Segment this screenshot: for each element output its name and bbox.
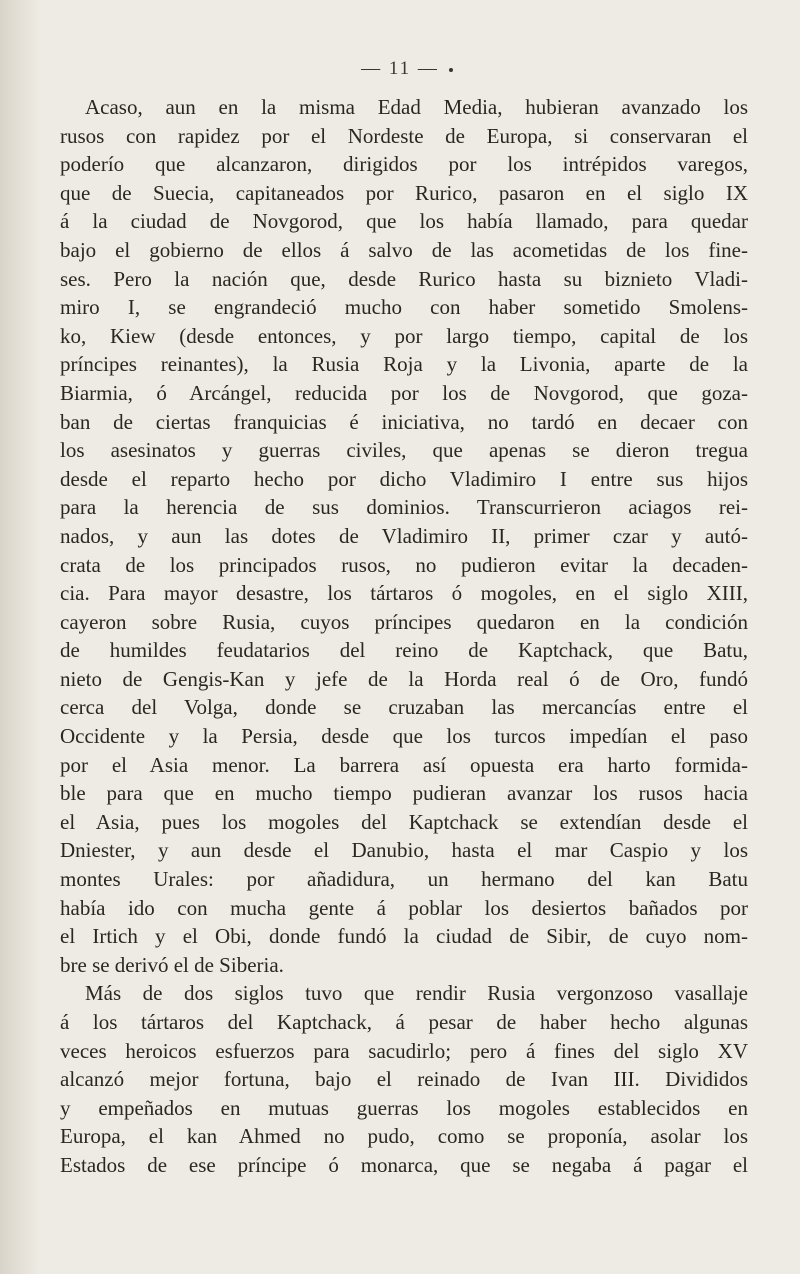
- text-line: Biarmia, ó Arcángel, reducida por los de Novgorod, que goza-: [60, 380, 748, 405]
- text-line: ban de ciertas franquicias é iniciativa, no tardó en decaer con: [60, 409, 748, 434]
- text-line: desde el reparto hecho por dicho Vladimiro I entre sus hijos: [60, 466, 748, 491]
- text-line: nieto de Gengis-Kan y jefe de la Horda real ó de Oro, fundó: [60, 666, 748, 691]
- text-line: veces heroicos esfuerzos para sacudirlo; pero á fines del siglo XV: [60, 1038, 748, 1063]
- page-edge-shadow: [0, 0, 40, 1274]
- text-line: que de Suecia, capitaneados por Rurico, pasaron en el siglo IX: [60, 180, 748, 205]
- text-line: poderío que alcanzaron, dirigidos por los intrépidos varegos,: [60, 152, 748, 177]
- text-line: nados, y aun las dotes de Vladimiro II, primer czar y autó-: [60, 523, 748, 548]
- text-line: había ido con mucha gente á poblar los desiertos bañados por: [60, 895, 748, 920]
- text-line: de humildes feudatarios del reino de Kaptchack, que Batu,: [60, 638, 748, 663]
- text-line: Más de dos siglos tuvo que rendir Rusia vergonzoso vasallaje: [85, 981, 748, 1006]
- text-line: Dniester, y aun desde el Danubio, hasta el mar Caspio y los: [60, 838, 748, 863]
- text-line: rusos con rapidez por el Nordeste de Europa, si conservaran el: [60, 123, 748, 148]
- text-line: montes Urales: por añadidura, un hermano del kan Batu: [60, 867, 748, 892]
- ink-speck: [449, 68, 453, 72]
- text-line: para la herencia de sus dominios. Transcurrieron aciagos rei-: [60, 495, 748, 520]
- text-line: cayeron sobre Rusia, cuyos príncipes quedaron en la condición: [60, 609, 748, 634]
- text-line: ble para que en mucho tiempo pudieran avanzar los rusos hacia: [60, 781, 748, 806]
- text-line: Acaso, aun en la misma Edad Media, hubieran avanzado los: [85, 95, 748, 119]
- text-line: bajo el gobierno de ellos á salvo de las acometidas de los fine-: [60, 237, 748, 262]
- text-line: á la ciudad de Novgorod, que los había llamado, para quedar: [60, 209, 748, 234]
- text-line: ko, Kiew (desde entonces, y por largo tiempo, capital de los: [60, 323, 748, 348]
- text-line: príncipes reinantes), la Rusia Roja y la Livonia, aparte de la: [60, 352, 748, 377]
- text-line: Estados de ese príncipe ó monarca, que se negaba á pagar el: [60, 1152, 748, 1177]
- text-line: los asesinatos y guerras civiles, que apenas se dieron tregua: [60, 438, 748, 463]
- body-text: [60, 93, 748, 1180]
- text-line: el Asia, pues los mogoles del Kaptchack se extendían desde el: [60, 809, 748, 834]
- text-line: por el Asia menor. La barrera así opuesta era harto formida-: [60, 752, 748, 777]
- text-line: crata de los principados rusos, no pudieron evitar la decaden-: [60, 552, 748, 577]
- text-line: ses. Pero la nación que, desde Rurico hasta su biznieto Vladi-: [60, 266, 748, 291]
- text-line: á los tártaros del Kaptchack, á pesar de haber hecho algunas: [60, 1010, 748, 1034]
- text-line: el Irtich y el Obi, donde fundó la ciudad de Sibir, de cuyo nom-: [60, 924, 748, 949]
- text-line: Europa, el kan Ahmed no pudo, como se proponía, asolar los: [60, 1124, 748, 1149]
- text-line: alcanzó mejor fortuna, bajo el reinado de Ivan III. Divididos: [60, 1067, 748, 1092]
- text-line: y empeñados en mutuas guerras los mogoles establecidos en: [60, 1095, 748, 1120]
- text-line: cia. Para mayor desastre, los tártaros ó mogoles, en el siglo XIII,: [60, 581, 748, 606]
- page-number: — 11 —: [361, 58, 439, 79]
- text-line: cerca del Volga, donde se cruzaban las mercancías entre el: [60, 695, 748, 720]
- text-line: Occidente y la Persia, desde que los turcos impedían el paso: [60, 724, 748, 749]
- text-line: bre se derivó el de Siberia.: [60, 952, 284, 977]
- text-line: miro I, se engrandeció mucho con haber sometido Smolens-: [60, 295, 748, 320]
